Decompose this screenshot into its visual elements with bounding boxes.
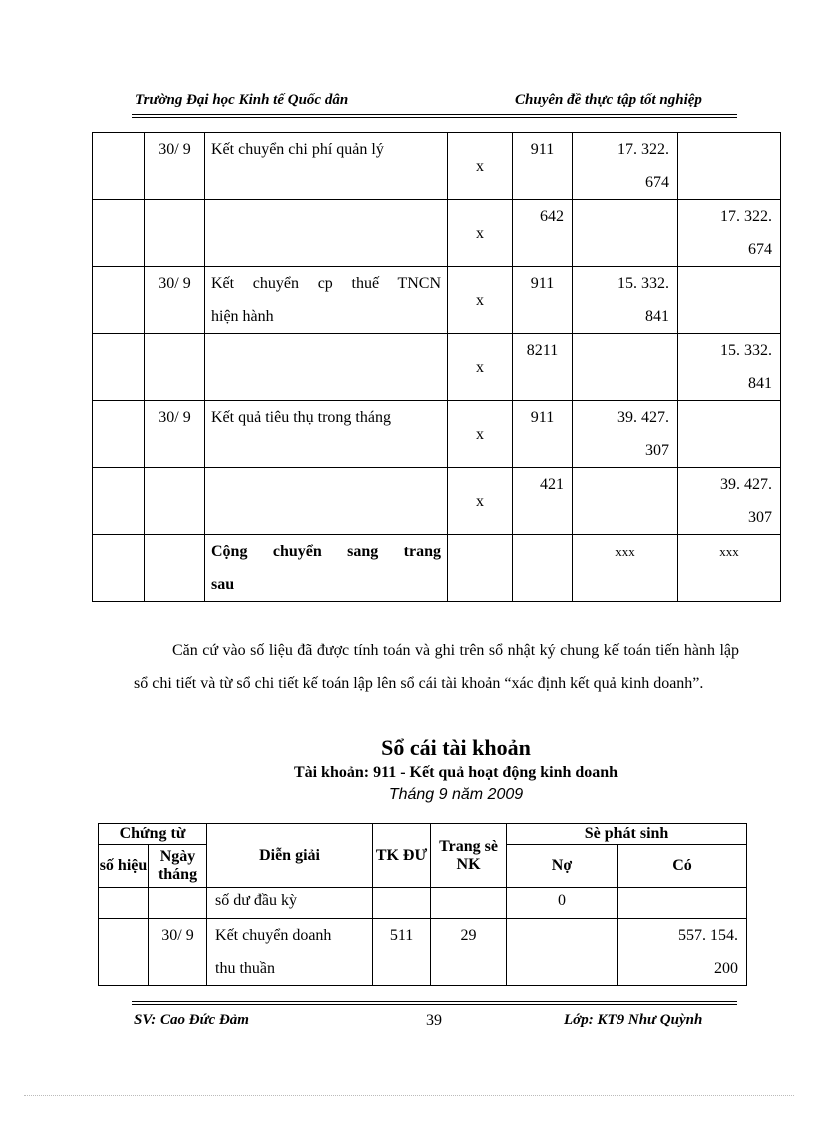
- debit-line: 307: [645, 442, 669, 459]
- total-description-line: Cộng chuyển sang trang: [211, 543, 441, 560]
- table-row: [99, 888, 747, 919]
- amount-header: Sè phát sinh: [507, 824, 747, 845]
- account-cell: 911: [513, 401, 573, 468]
- description-cell: [207, 919, 373, 986]
- debit-line: 17. 322.: [617, 141, 669, 158]
- credit-line: 15. 332.: [720, 342, 772, 359]
- journal-table: [92, 132, 781, 602]
- debit-line: 674: [645, 174, 669, 191]
- table-row: [93, 334, 781, 401]
- credit-cell: [618, 919, 747, 986]
- posted-mark-cell: x: [448, 200, 513, 267]
- debit-line: 841: [645, 308, 669, 325]
- voucher-no-cell: [93, 535, 145, 602]
- debit-cell: [573, 401, 678, 468]
- debit-cell: [573, 334, 678, 401]
- total-row: [93, 535, 781, 602]
- description-cell: số dư đầu kỳ: [207, 888, 373, 919]
- date-cell: 30/ 9: [145, 267, 205, 334]
- total-debit-cell: xxx: [573, 535, 678, 602]
- posted-mark-cell: x: [448, 468, 513, 535]
- header-school: Trường Đại học Kinh tế Quốc dân: [135, 92, 349, 108]
- credit-line: 307: [748, 509, 772, 526]
- ledger-subtitle: Tài khoản: 911 - Kết quả hoạt động kinh doanh: [293, 764, 619, 781]
- footer-student: SV: Cao Đức Đảm: [134, 1012, 249, 1028]
- account-cell: [513, 535, 573, 602]
- header-report-title: Chuyên đề thực tập tốt nghiệp: [515, 92, 702, 108]
- debit-cell: [507, 919, 618, 986]
- account-cell: 911: [513, 133, 573, 200]
- date-cell: [149, 888, 207, 919]
- bottom-divider: [24, 1095, 794, 1096]
- table-row: [93, 133, 781, 200]
- date-cell: 30/ 9: [145, 133, 205, 200]
- description-line: thu thuần: [215, 960, 276, 977]
- credit-line: 674: [748, 241, 772, 258]
- voucher-no-header: số hiệu: [99, 845, 149, 888]
- voucher-header: Chứng từ: [99, 824, 207, 845]
- voucher-no-cell: [93, 401, 145, 468]
- description-header: Diễn giải: [207, 824, 373, 888]
- account-cell: 642: [513, 200, 573, 267]
- body-paragraph: [134, 634, 739, 700]
- table-row: [93, 401, 781, 468]
- credit-line: 841: [748, 375, 772, 392]
- credit-line: 17. 322.: [720, 208, 772, 225]
- description-cell: [205, 267, 448, 334]
- posted-mark-cell: x: [448, 401, 513, 468]
- contra-account-cell: [373, 888, 431, 919]
- date-cell: 30/ 9: [145, 401, 205, 468]
- description-cell: Kết chuyển chi phí quản lý: [205, 133, 448, 200]
- credit-header: Có: [618, 845, 747, 888]
- footer-rule-2: [132, 1004, 737, 1005]
- footer-rule: [132, 1001, 737, 1002]
- page-number: 39: [426, 1012, 442, 1029]
- description-line: hiện hành: [211, 308, 274, 325]
- description-line: Kết chuyển doanh: [215, 927, 332, 944]
- voucher-no-cell: [99, 888, 149, 919]
- header-rule: [132, 114, 737, 115]
- description-cell: [205, 200, 448, 267]
- date-cell: [145, 468, 205, 535]
- posted-mark-cell: x: [448, 133, 513, 200]
- paragraph-text: Căn cứ vào số liệu đã được tính toán và ghi trên sổ nhật ký chung kế toán tiến hành lập sổ chi tiết và từ sổ chi tiết kế toán lập lên sổ cái tài khoản “xác định kết quả kinh doanh”.: [134, 642, 739, 692]
- journal-page-cell: [431, 888, 507, 919]
- voucher-no-cell: [93, 200, 145, 267]
- date-cell: [145, 334, 205, 401]
- ledger-period: Tháng 9 năm 2009: [388, 786, 524, 803]
- account-cell: 8211: [513, 334, 573, 401]
- credit-line: 200: [714, 960, 739, 977]
- date-cell: 30/ 9: [149, 919, 207, 986]
- credit-cell: [678, 133, 781, 200]
- debit-cell: [573, 133, 678, 200]
- voucher-no-cell: [93, 334, 145, 401]
- table-row: [93, 267, 781, 334]
- credit-cell: [678, 200, 781, 267]
- voucher-no-cell: [93, 468, 145, 535]
- credit-line: 39. 427.: [720, 476, 772, 493]
- credit-cell: [678, 334, 781, 401]
- table-row: [93, 468, 781, 535]
- date-cell: [145, 535, 205, 602]
- credit-line: 557. 154.: [678, 927, 739, 944]
- description-cell: Kết quả tiêu thụ trong tháng: [205, 401, 448, 468]
- description-cell: [205, 468, 448, 535]
- credit-cell: [678, 468, 781, 535]
- debit-cell: 0: [507, 888, 618, 919]
- contra-account-header: TK ĐƯ: [373, 824, 431, 888]
- table-row: [99, 919, 747, 986]
- debit-cell: [573, 200, 678, 267]
- voucher-no-cell: [93, 133, 145, 200]
- debit-line: 15. 332.: [617, 275, 669, 292]
- total-description-line: sau: [211, 576, 235, 593]
- credit-cell: [678, 267, 781, 334]
- credit-cell: [618, 888, 747, 919]
- account-cell: 911: [513, 267, 573, 334]
- ledger-header-row: [99, 824, 747, 845]
- posted-mark-cell: x: [448, 267, 513, 334]
- contra-account-cell: 511: [373, 919, 431, 986]
- ledger-table: [98, 823, 747, 986]
- posted-mark-cell: x: [448, 334, 513, 401]
- account-cell: 421: [513, 468, 573, 535]
- total-description-cell: [205, 535, 448, 602]
- debit-line: 39. 427.: [617, 409, 669, 426]
- date-cell: [145, 200, 205, 267]
- voucher-no-cell: [93, 267, 145, 334]
- voucher-date-header: Ngày tháng: [149, 845, 207, 888]
- journal-page-header: Trang sè NK: [431, 824, 507, 888]
- description-cell: [205, 334, 448, 401]
- description-line: Kết chuyển cp thuế TNCN: [211, 275, 441, 292]
- journal-page-cell: 29: [431, 919, 507, 986]
- debit-cell: [573, 468, 678, 535]
- footer-class: Lớp: KT9 Như Quỳnh: [564, 1012, 703, 1028]
- credit-cell: [678, 401, 781, 468]
- ledger-title: Sổ cái tài khoản: [381, 735, 531, 760]
- voucher-no-cell: [99, 919, 149, 986]
- table-row: [93, 200, 781, 267]
- total-credit-cell: xxx: [678, 535, 781, 602]
- debit-cell: [573, 267, 678, 334]
- posted-mark-cell: [448, 535, 513, 602]
- debit-header: Nợ: [507, 845, 618, 888]
- header-rule-2: [132, 117, 737, 118]
